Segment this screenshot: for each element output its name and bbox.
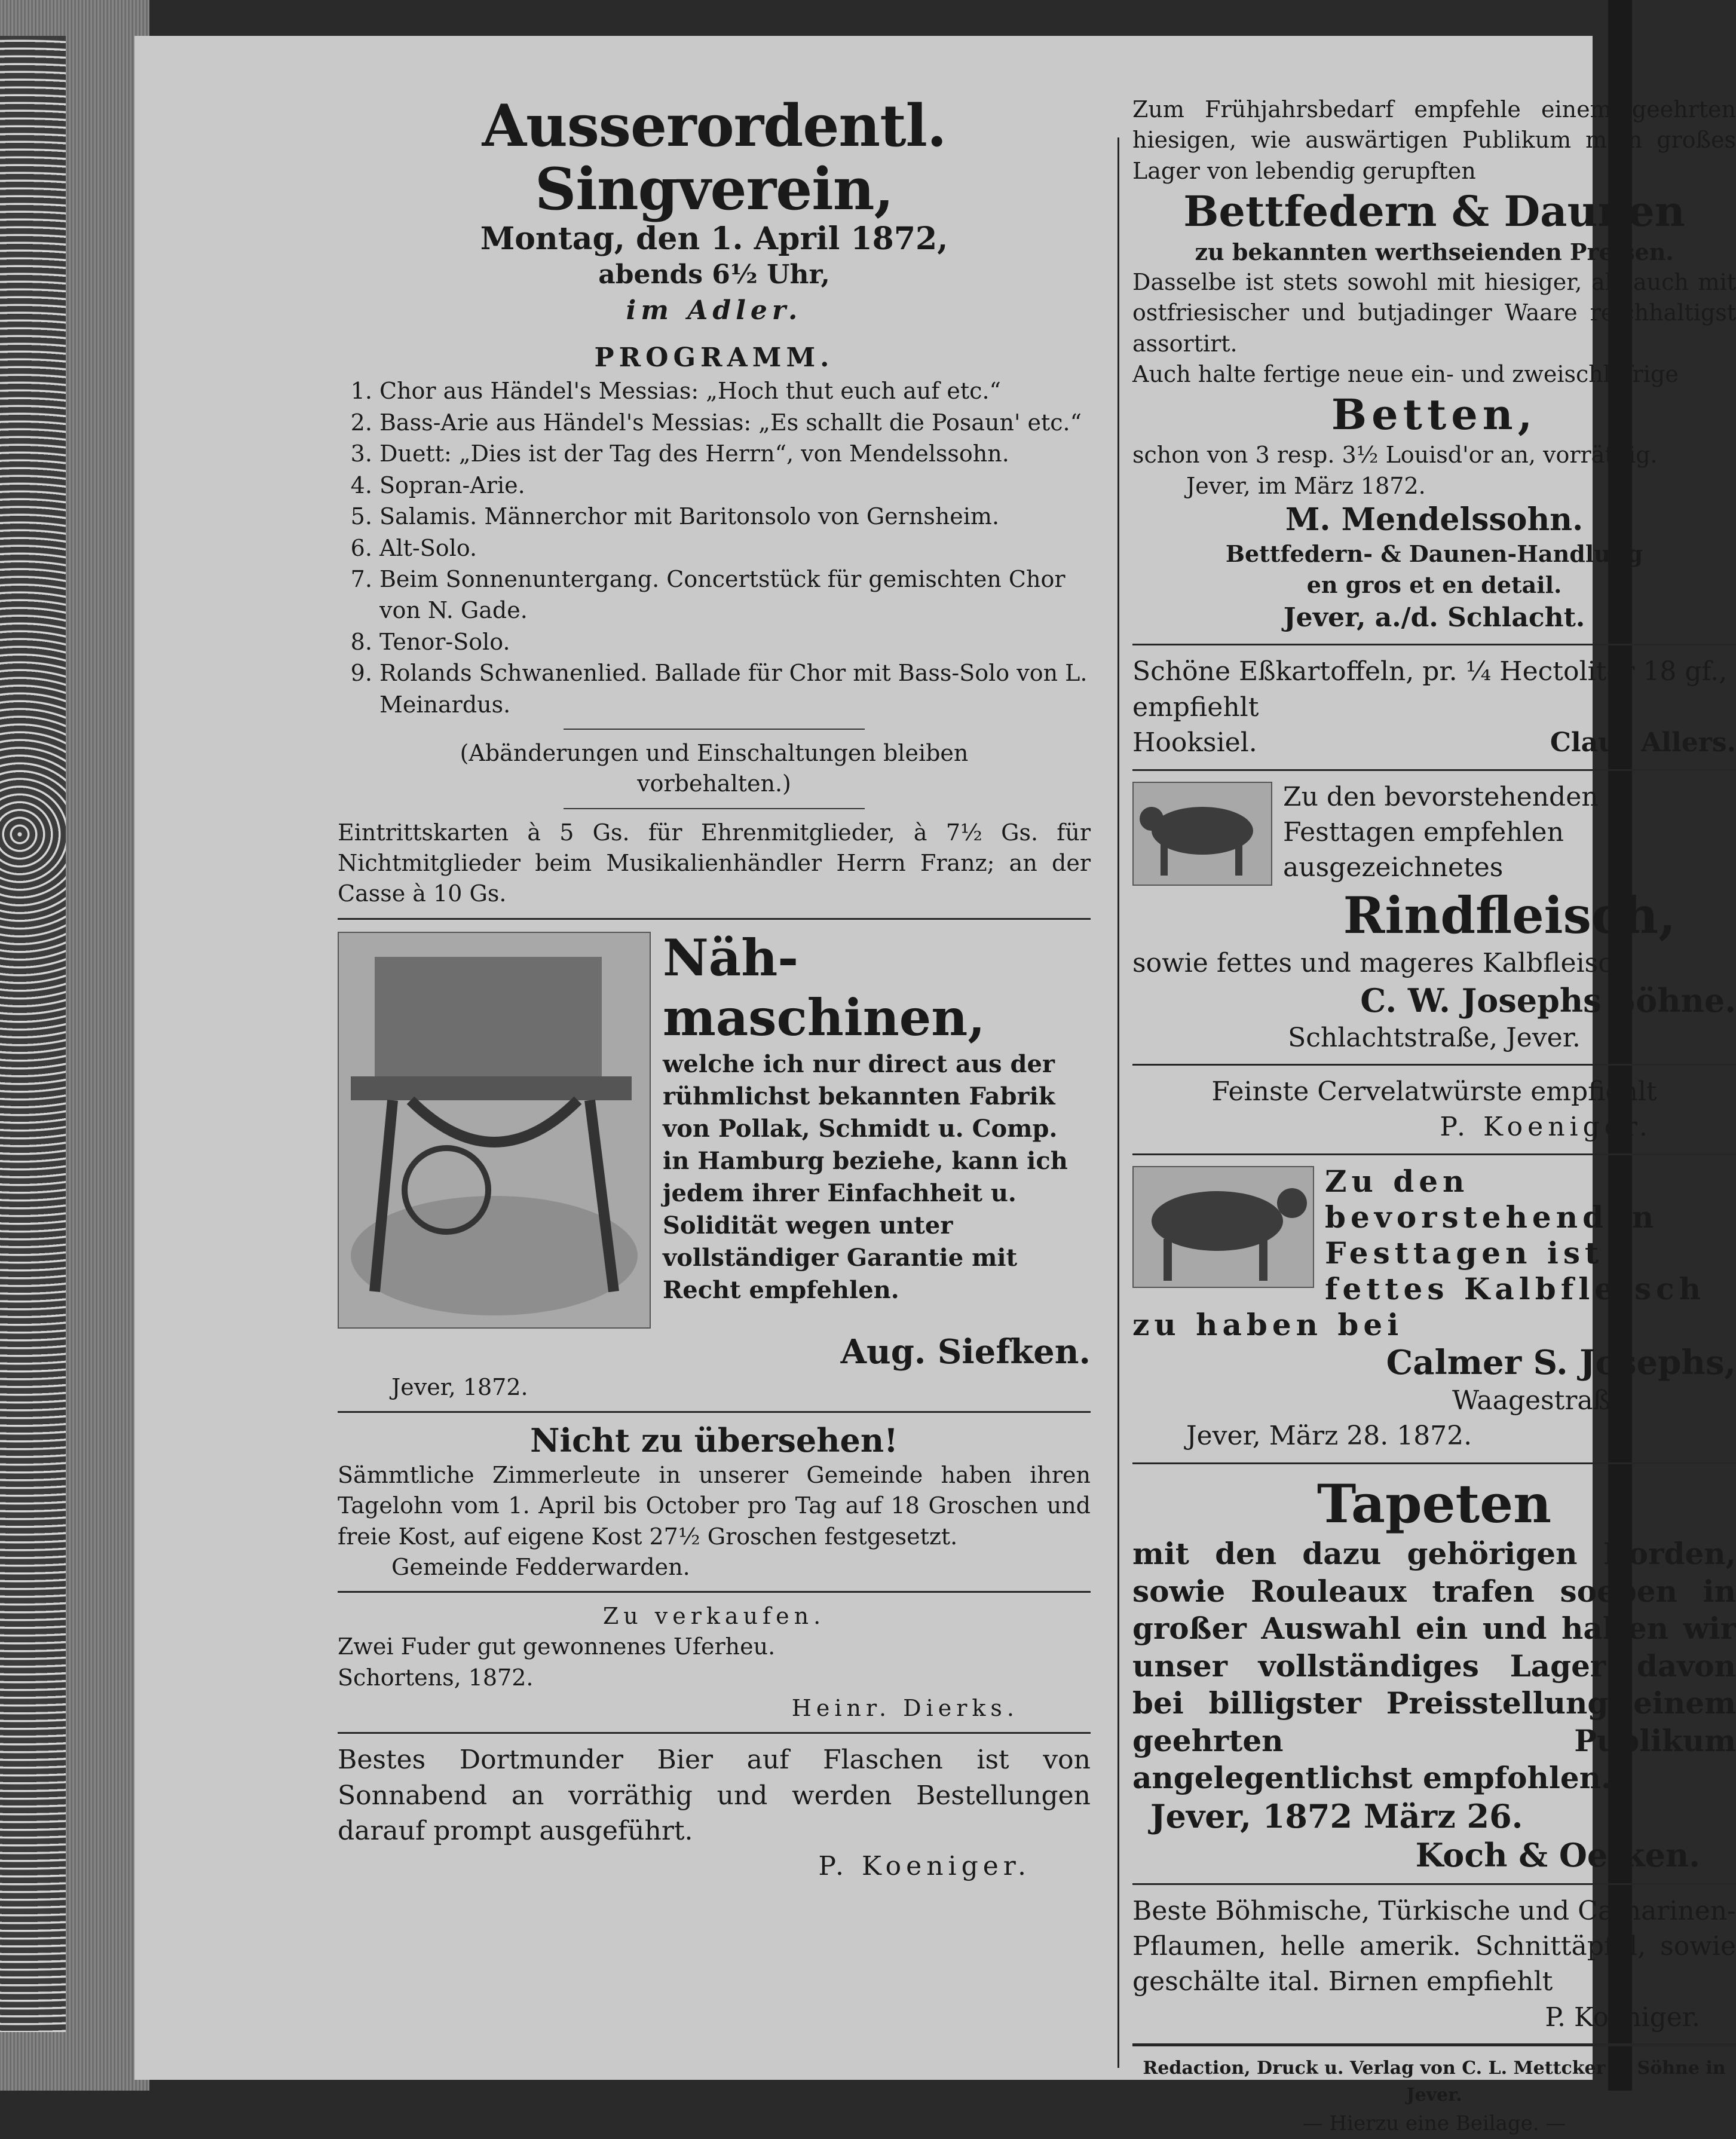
betten-sub: zu bekannten werthseienden Preisen.: [1195, 238, 1674, 265]
kartoffeln-place-text: Hooksiel.: [1132, 727, 1257, 758]
rind-text2: sowie fettes und mageres Kalbfleisch: [1132, 948, 1630, 979]
divider: [1132, 1883, 1736, 1885]
program-item: 4. Sopran-Arie.: [379, 470, 1091, 501]
ad-nicht-uebersehen: [338, 1421, 1091, 1583]
ticket-info: Eintrittskarten à 5 Gs. für Ehrenmitglieder, à 7½ Gs. für Nichtmitglieder beim Musikalienhändler Herrn Franz; an der Casse à 10 Gs.: [338, 819, 1091, 907]
ad-tapeten: [1132, 1473, 1736, 1875]
rind-firm: C. W. Josephs Söhne.: [1360, 981, 1736, 1020]
cervelat-text: Feinste Cervelatwürste empfiehlt: [1211, 1076, 1657, 1107]
rind-head: Rindfleisch,: [1343, 885, 1676, 945]
divider: [1132, 2043, 1736, 2046]
bier-text: Bestes Dortmunder Bier auf Flaschen ist von Sonnabend an vorräthig und werden Bestellungen darauf prompt ausgeführt.: [338, 1745, 1091, 1847]
kartoffeln-place: [1132, 725, 1736, 760]
rind-text: Zu den bevorstehenden Festtagen empfehlen ausgezeichnetes: [1283, 781, 1599, 883]
ad-rindfleisch: [1132, 779, 1736, 1056]
program-item: 9. Rolands Schwanenlied. Ballade für Chor mit Bass-Solo von L. Meinardus.: [379, 657, 1091, 720]
ad-kalbfleisch: [1132, 1164, 1736, 1454]
left-column: [338, 90, 1091, 1889]
betten-firm-sub: Bettfedern- & Daunen-Handlung: [1225, 540, 1643, 568]
program-item: 7. Beim Sonnenuntergang. Concertstück für gemischten Chor von N. Gade.: [379, 564, 1091, 626]
divider: [564, 808, 865, 809]
divider: [1132, 644, 1736, 645]
program-item: 5. Salamis. Männerchor mit Baritonsolo von Gernsheim.: [379, 501, 1091, 532]
imprint-line: Redaction, Druck u. Verlag von C. L. Mettcker u. Söhne in Jever.: [1143, 2058, 1726, 2106]
divider: [1132, 1462, 1736, 1464]
ad-naehmaschinen: [338, 928, 1091, 1403]
nicht-text: Sämmtliche Zimmerleute in unserer Gemeinde haben ihren Tagelohn vom 1. April bis October pro Tag auf 18 Groschen und freie Kost, auf eigene Kost 27½ Groschen festgesetzt.: [338, 1461, 1091, 1550]
program-item: 1. Chor aus Händel's Messias: „Hoch thut euch auf etc.“: [379, 375, 1091, 406]
betten-firm-sub2: en gros et en detail.: [1306, 571, 1562, 598]
ox-illustration: [1132, 782, 1272, 886]
program-note: (Abänderungen und Einschaltungen bleiben vorbehalten.): [460, 740, 969, 797]
naeh-place: Jever, 1872.: [391, 1373, 528, 1400]
singverein-place: im Adler.: [626, 295, 803, 326]
betten-firm: M. Mendelssohn.: [1285, 501, 1584, 538]
ad-bier: [338, 1742, 1091, 1884]
column-divider: [1117, 137, 1119, 2068]
cow-illustration: [1132, 1166, 1314, 1288]
pflaumen-signer: P. Koeniger.: [1545, 2002, 1700, 2033]
betten-text: Dasselbe ist stets sowohl mit hiesiger, als auch mit ostfriesischer und butjadinger Waare reichhaltigst assortirt.: [1132, 269, 1736, 357]
verkaufen-signer: Heinr. Dierks.: [791, 1695, 1019, 1722]
divider: [1132, 1153, 1736, 1155]
program-item: 8. Tenor-Solo.: [379, 626, 1091, 657]
verkaufen-place: Schortens, 1872.: [338, 1664, 534, 1691]
betten-text2: Auch halte fertige neue ein- und zweischläfrige: [1132, 361, 1679, 388]
divider: [564, 729, 865, 730]
divider: [338, 1411, 1091, 1413]
kalb-firm: Calmer S. Josephs,: [1386, 1342, 1736, 1382]
rind-addr: Schlachtstraße, Jever.: [1288, 1022, 1581, 1053]
pflaumen-text: Beste Böhmische, Türkische und Catharinen-Pflaumen, helle amerik. Schnittäpfel, sowie geschälte ital. Birnen empfiehlt: [1132, 1895, 1736, 1997]
imprint: [1132, 2055, 1736, 2139]
naeh-signer: Aug. Siefken.: [840, 1332, 1091, 1372]
singverein-time: abends 6½ Uhr,: [598, 259, 830, 290]
kalb-text: Zu den bevorstehenden Festtagen ist fettes Kalbfleisch zu haben bei: [1132, 1163, 1706, 1342]
betten-addr: Jever, a./d. Schlacht.: [1283, 602, 1585, 633]
betten-head2: Betten,: [1331, 390, 1538, 440]
naeh-text: welche ich nur direct aus der rühmlichst bekannten Fabrik von Pollak, Schmidt u. Comp. in Hamburg beziehe, kann ich jedem ihrer Einfachheit u. Solidität wegen unter vollständiger Garantie mit Recht empfehlen.: [663, 1050, 1068, 1305]
cervelat-signer: P. Koeniger.: [1440, 1112, 1652, 1143]
divider: [338, 1732, 1091, 1734]
ad-verkaufen: [338, 1601, 1091, 1724]
tapeten-firm: Koch & Oetken.: [1415, 1835, 1700, 1874]
ad-pflaumen: [1132, 1893, 1736, 2036]
kartoffeln-signer: Claus Allers.: [1550, 727, 1736, 758]
ad-singverein: [338, 94, 1091, 910]
program-item: 6. Alt-Solo.: [379, 533, 1091, 564]
singverein-title: Ausserordentl. Singverein,: [482, 92, 947, 223]
program-list: [338, 375, 1091, 720]
ad-cervelat: [1132, 1074, 1736, 1145]
naeh-title: Näh-maschinen,: [663, 928, 985, 1048]
betten-intro: Zum Frühjahrsbedarf empfehle einem geehrten hiesigen, wie auswärtigen Publikum mein großes Lager von lebendig gerupften: [1132, 96, 1736, 184]
ad-bettfedern: [1132, 94, 1736, 635]
divider: [338, 918, 1091, 920]
divider: [338, 1591, 1091, 1593]
sewing-machine-illustration: [338, 932, 651, 1329]
ad-kartoffeln: [1132, 654, 1736, 760]
program-item: 2. Bass-Arie aus Händel's Messias: „Es schallt die Posaun' etc.“: [379, 407, 1091, 438]
betten-price: schon von 3 resp. 3½ Louisd'or an, vorräthig.: [1132, 442, 1658, 469]
program-title: PROGRAMM.: [594, 342, 834, 373]
bier-signer: P. Koeniger.: [818, 1851, 1031, 1882]
betten-place: Jever, im März 1872.: [1186, 472, 1426, 499]
kartoffeln-text: Schöne Eßkartoffeln, pr. ¼ Hectoliter 18 gf., empfiehlt: [1132, 656, 1728, 723]
tapeten-text: mit den dazu gehörigen Borden, sowie Rouleaux trafen soeben in großer Auswahl ein und halten wir unser vollständiges Lager davon bei billigster Preisstellung einem geehrten Publikum angelegentlichst empfohlen.: [1132, 1536, 1736, 1796]
newspaper-page: [134, 36, 1736, 2136]
program-item: 3. Duett: „Dies ist der Tag des Herrn“, von Mendelssohn.: [379, 438, 1091, 469]
book-cover-marbling: [0, 36, 66, 2032]
kalb-addr: Waagestraße.: [1452, 1385, 1634, 1416]
betten-head: Bettfedern & Daunen: [1183, 186, 1685, 236]
divider: [1132, 769, 1736, 771]
tapeten-place: Jever, 1872 März 26.: [1150, 1797, 1523, 1835]
verkaufen-title: Zu verkaufen.: [602, 1603, 826, 1630]
nicht-signer: Gemeinde Fedderwarden.: [391, 1553, 690, 1580]
supplement-note: — Hierzu eine Beilage. —: [1302, 2112, 1566, 2136]
nicht-title: Nicht zu übersehen!: [530, 1421, 898, 1460]
kalb-place: Jever, März 28. 1872.: [1186, 1421, 1472, 1452]
singverein-date: Montag, den 1. April 1872,: [480, 221, 948, 258]
divider: [1132, 1064, 1736, 1066]
right-column: [1132, 90, 1736, 2139]
verkaufen-text: Zwei Fuder gut gewonnenes Uferheu.: [338, 1633, 776, 1660]
tapeten-head: Tapeten: [1316, 1472, 1552, 1535]
